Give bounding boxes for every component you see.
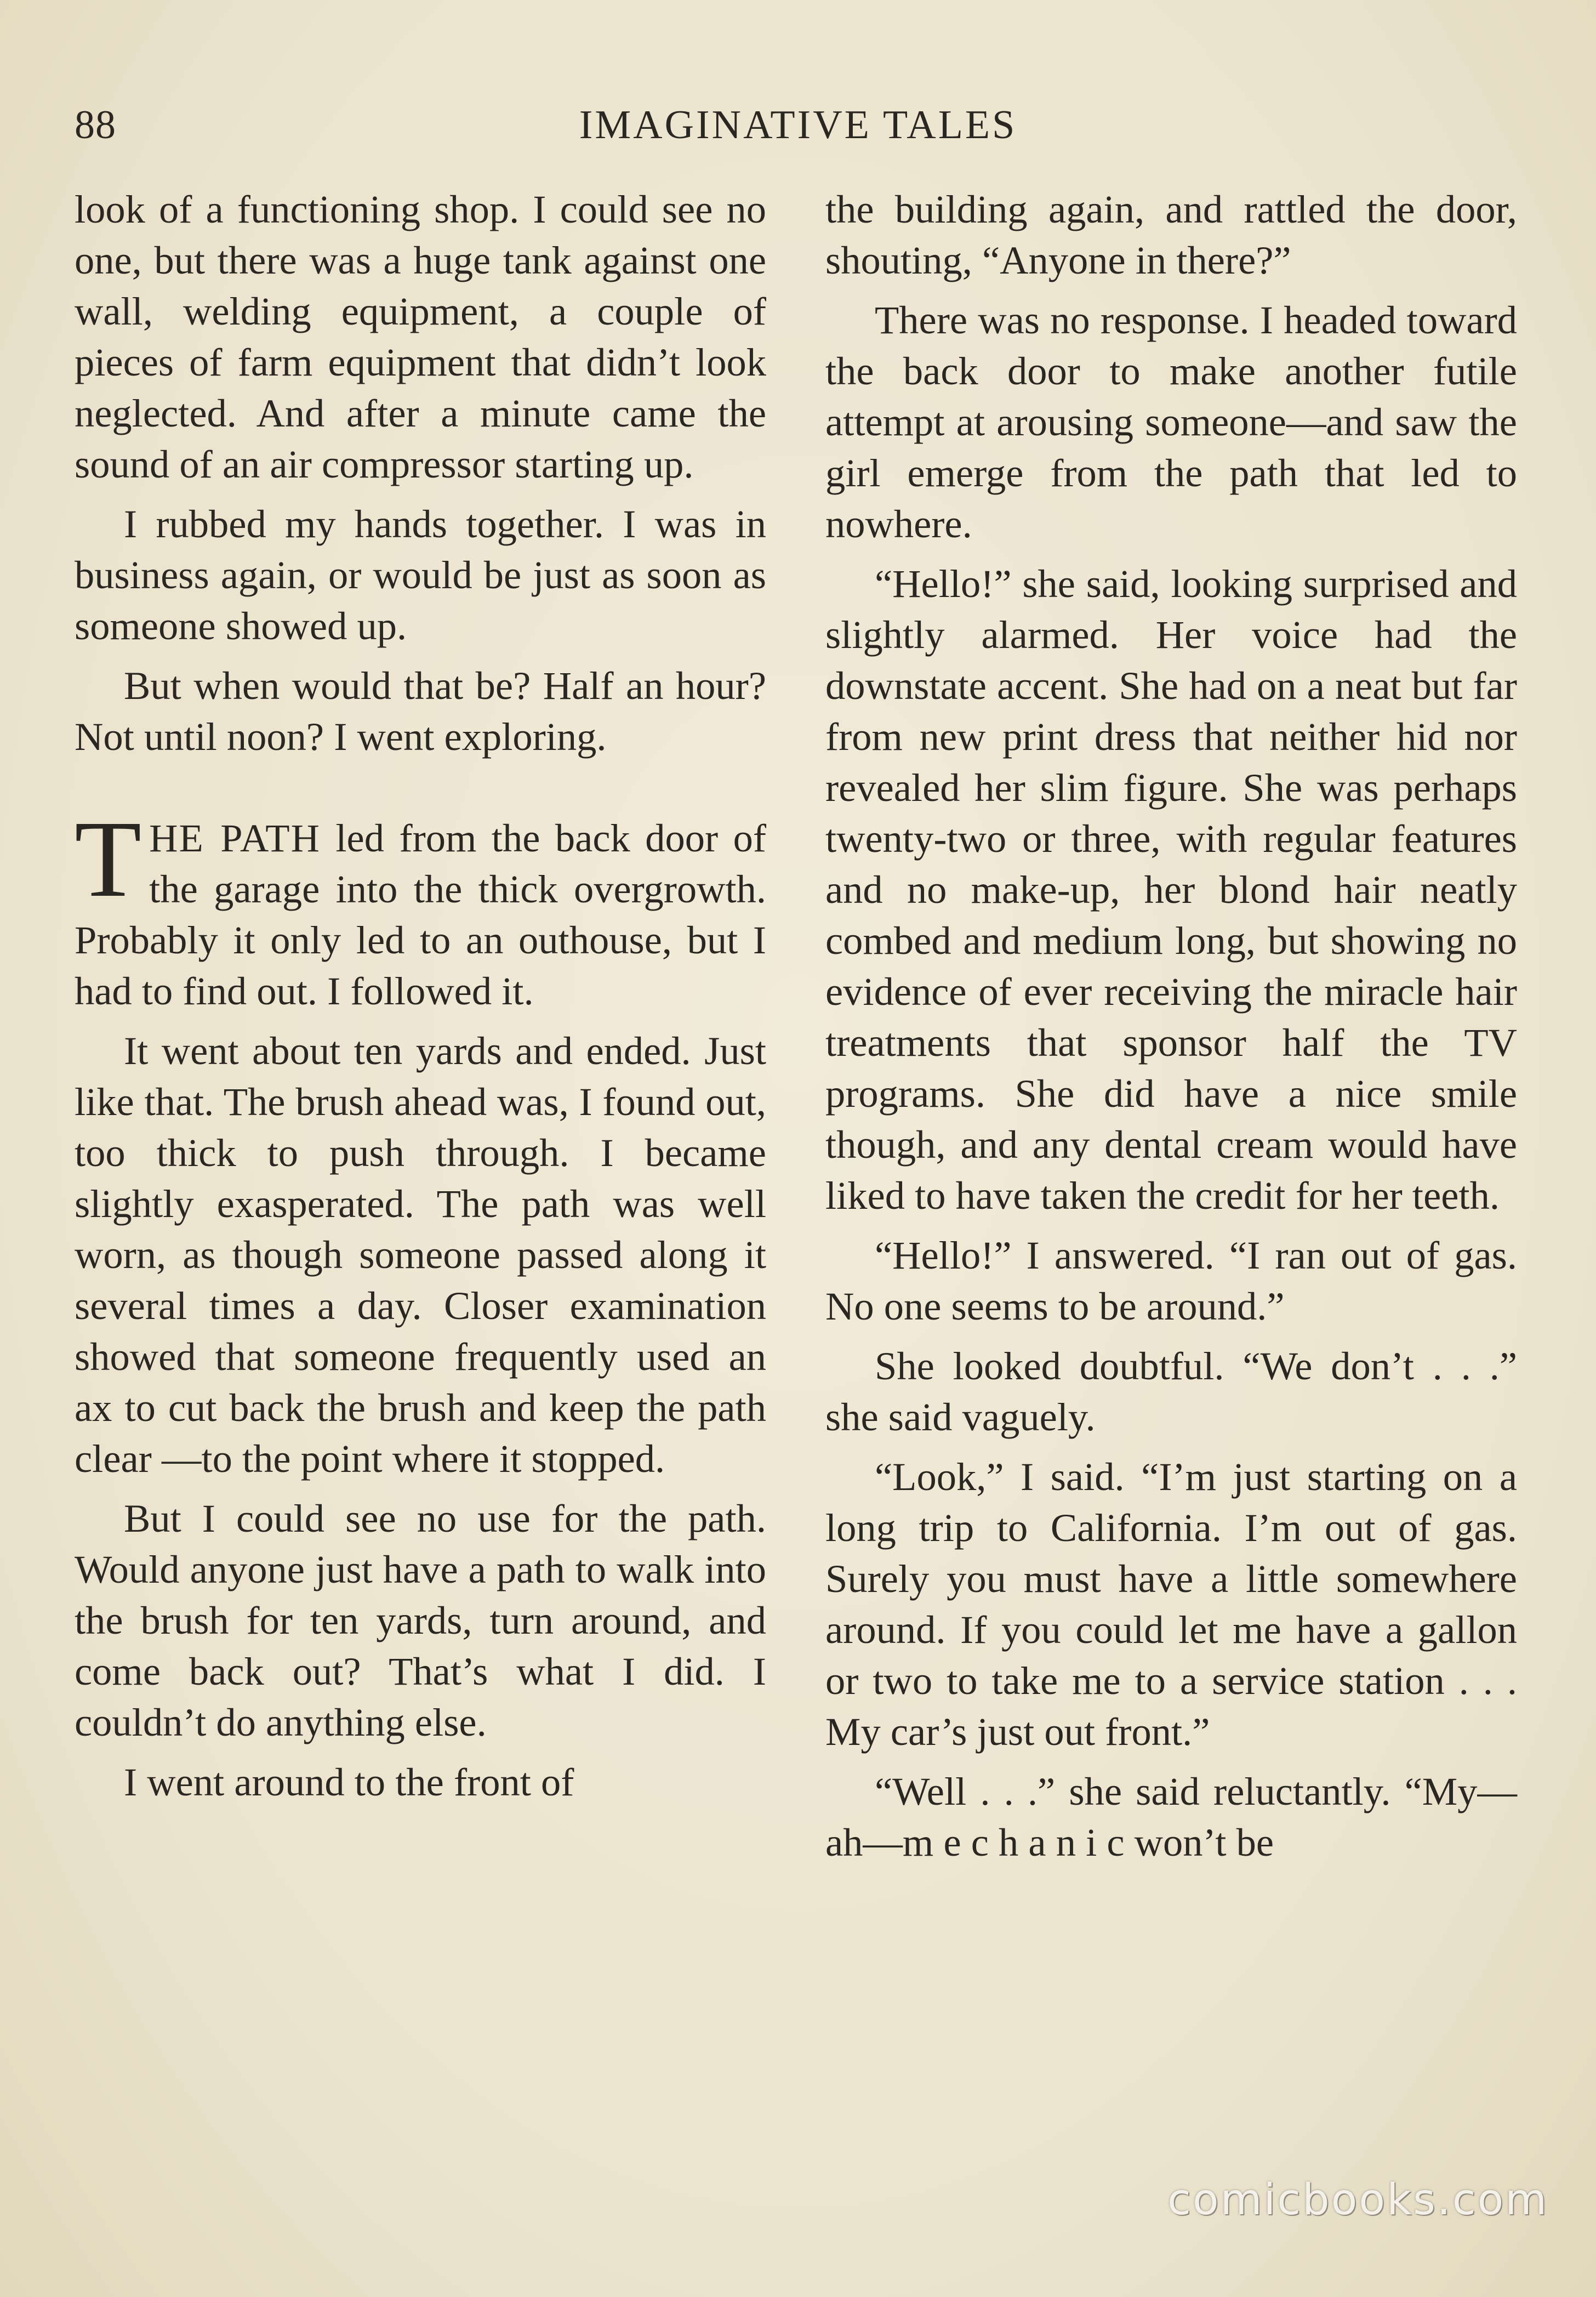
paragraph: I rubbed my hands together. I was in business again, or would be just as soon as someone showed up.: [75, 502, 766, 648]
page-header: [75, 102, 1521, 162]
right-column: [825, 184, 1517, 2196]
paragraph: I went around to the front of: [124, 1760, 574, 1804]
paragraph: She looked doubtful. “We don’t . . .” she said vaguely.: [825, 1344, 1517, 1439]
drop-cap: T: [75, 799, 142, 920]
paragraph: “Well . . .” she said reluctantly. “My—ah—m e c h a n i c won’t be: [825, 1769, 1517, 1864]
paragraph: “Look,” I said. “I’m just starting on a long trip to California. I’m out of gas. Surely you must have a little somewhere around. If you could let me have a gallon or two to take me to a service station . . . My car’s just out front.”: [825, 1454, 1517, 1754]
paragraph: “Hello!” I answered. “I ran out of gas. No one seems to be around.”: [825, 1233, 1517, 1328]
paragraph-text: led from the back door of the garage into the thick overgrowth. Probably it only led to an outhouse, but I had to find out. I followed it.: [75, 816, 766, 1013]
paragraph: the building again, and rattled the door, shouting, “Anyone in there?”: [825, 187, 1517, 282]
running-title: IMAGINATIVE TALES: [579, 103, 1017, 147]
page-number: 88: [75, 103, 116, 147]
paragraph: It went about ten yards and ended. Just like that. The brush ahead was, I found out, too thick to push through. I became slightly exasperated. The path was well worn, as though someone passed along it several times a day. Closer examination showed that someone frequently used an ax to cut back the brush and keep the path clear —to the point where it stopped.: [75, 1028, 766, 1481]
paragraph: look of a functioning shop. I could see no one, but there was a huge tank against one wall, welding equipment, a couple of pieces of farm equipment that didn’t look neglected. And after a minute came the sound of an air compressor starting up.: [75, 187, 766, 486]
paragraph: “Hello!” she said, looking surprised and slightly alarmed. Her voice had the downstate accent. She had on a neat but far from new print dress that neither hid nor revealed her slim figure. She was perhaps twenty-two or three, with regular features and no make-up, her blond hair neatly combed and medium long, but showing no evidence of ever receiving the miracle hair treatments that sponsor half the TV programs. She did have a nice smile though, and any dental cream would have liked to have taken the credit for her teeth.: [825, 561, 1517, 1218]
left-column: [75, 184, 766, 2196]
paragraph: But I could see no use for the path. Would anyone just have a path to walk into the brush for ten yards, turn around, and come back out? That’s what I did. I couldn’t do anything else.: [75, 1496, 766, 1744]
paragraph: There was no response. I headed toward the back door to make another futile attempt at arousing someone—and saw the girl emerge from the path that led to nowhere.: [825, 298, 1517, 546]
paragraph: But when would that be? Half an hour? Not until noon? I went exploring.: [75, 663, 766, 759]
section-opening-paragraph: [75, 799, 766, 1016]
watermark: comicbooks.com: [1167, 2175, 1549, 2225]
lead-in-caps: HE PATH: [149, 816, 321, 860]
